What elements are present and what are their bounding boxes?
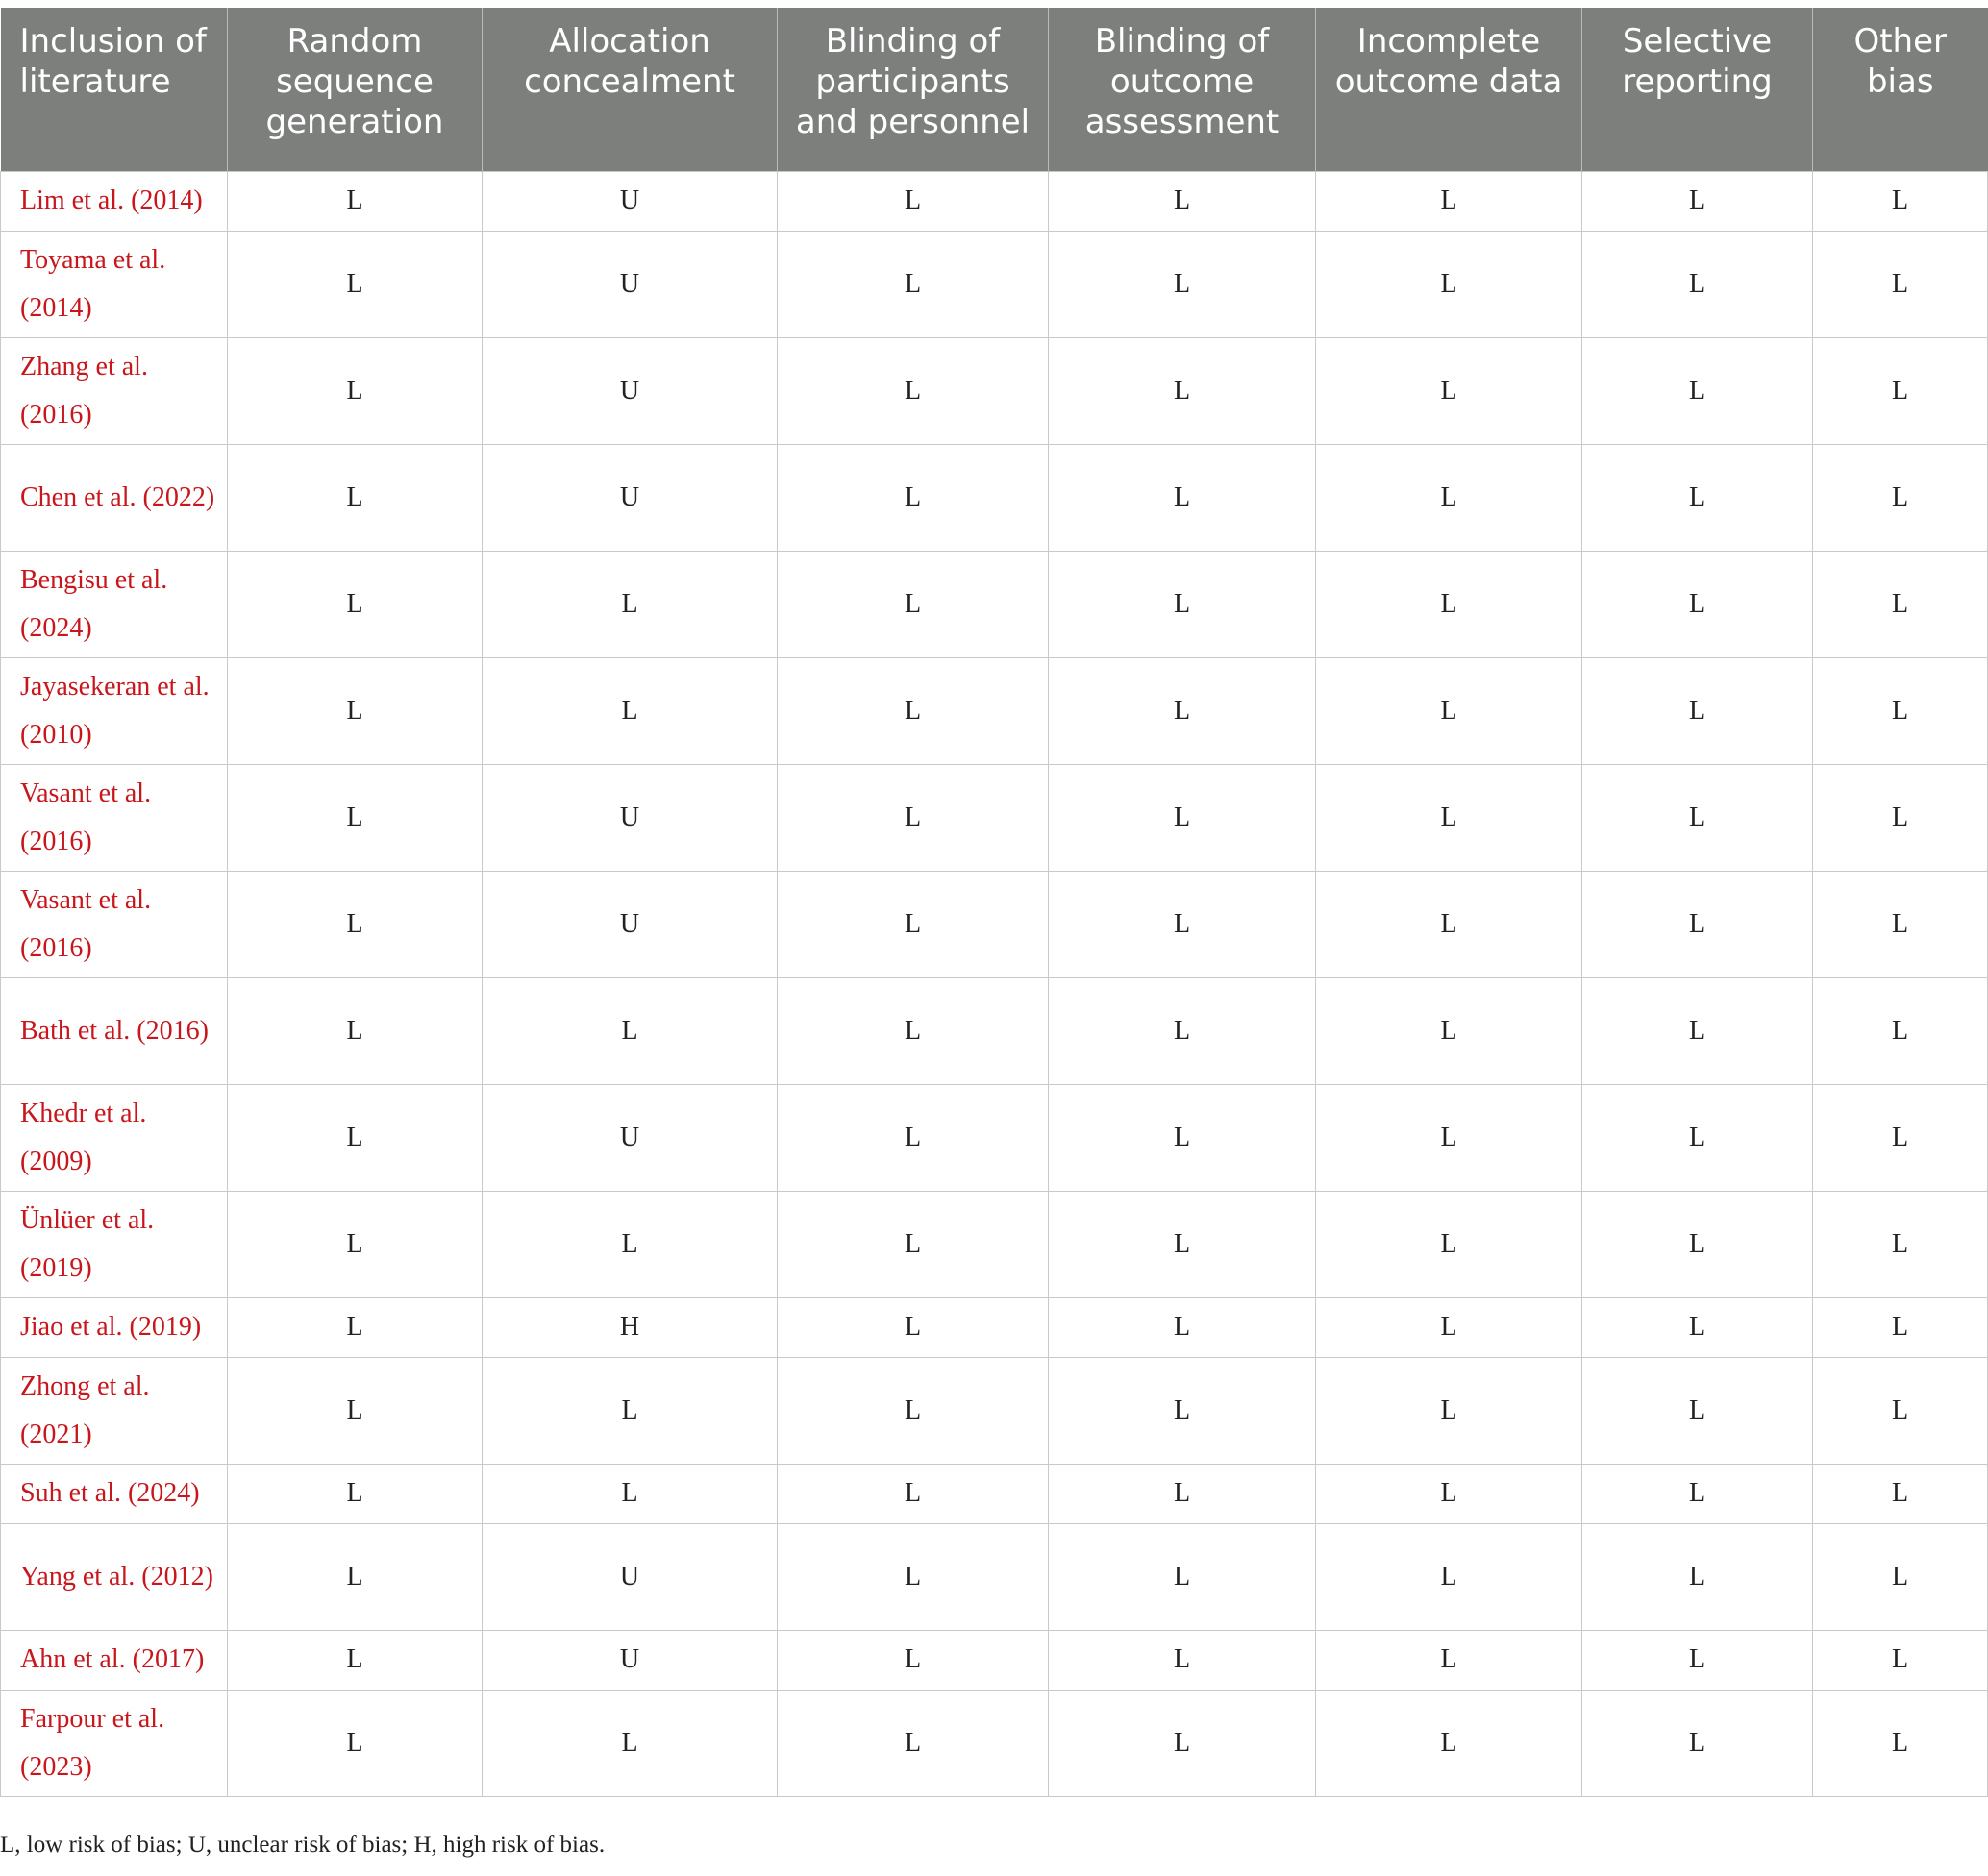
risk-rating-cell: L bbox=[483, 1464, 778, 1523]
risk-rating-cell: L bbox=[1049, 231, 1316, 337]
header-other-bias: Other bias bbox=[1813, 8, 1988, 171]
risk-rating-cell: L bbox=[483, 1191, 778, 1297]
risk-rating-cell: L bbox=[1813, 1297, 1988, 1357]
risk-rating-cell: U bbox=[483, 337, 778, 444]
risk-rating-cell: U bbox=[483, 764, 778, 871]
risk-rating-cell: L bbox=[483, 551, 778, 657]
risk-rating-cell: L bbox=[483, 1357, 778, 1464]
header-blinding-outcome-assessment: Blinding of outcome assessment bbox=[1049, 8, 1316, 171]
risk-rating-cell: L bbox=[1049, 337, 1316, 444]
risk-rating-cell: L bbox=[778, 1191, 1049, 1297]
table-footnote: L, low risk of bias; U, unclear risk of bias; H, high risk of bias. bbox=[0, 1832, 606, 1858]
risk-rating-cell: L bbox=[1582, 231, 1813, 337]
risk-rating-cell: L bbox=[778, 1523, 1049, 1630]
risk-rating-cell: L bbox=[1316, 1690, 1582, 1796]
risk-rating-cell: L bbox=[1316, 337, 1582, 444]
risk-rating-cell: L bbox=[1582, 657, 1813, 764]
table-row bbox=[1, 1690, 1988, 1796]
table-row bbox=[1, 764, 1988, 871]
risk-rating-cell: L bbox=[1049, 1191, 1316, 1297]
risk-rating-cell: L bbox=[1582, 1084, 1813, 1191]
risk-rating-cell: L bbox=[1582, 977, 1813, 1084]
risk-rating-cell: U bbox=[483, 1630, 778, 1690]
risk-rating-cell: L bbox=[1316, 231, 1582, 337]
risk-rating-cell: L bbox=[1582, 337, 1813, 444]
study-citation-link[interactable]: Ahn et al. (2017) bbox=[1, 1630, 228, 1690]
risk-rating-cell: L bbox=[228, 1464, 483, 1523]
risk-rating-cell: L bbox=[1316, 1084, 1582, 1191]
risk-rating-cell: L bbox=[228, 551, 483, 657]
study-citation-link[interactable]: Zhong et al. (2021) bbox=[1, 1357, 228, 1464]
risk-rating-cell: L bbox=[1813, 1191, 1988, 1297]
risk-rating-cell: L bbox=[1813, 231, 1988, 337]
risk-rating-cell: L bbox=[228, 1297, 483, 1357]
risk-rating-cell: L bbox=[778, 337, 1049, 444]
risk-rating-cell: L bbox=[1813, 444, 1988, 551]
risk-rating-cell: L bbox=[1813, 1464, 1988, 1523]
risk-rating-cell: L bbox=[1316, 871, 1582, 977]
risk-rating-cell: L bbox=[1049, 871, 1316, 977]
risk-rating-cell: L bbox=[1049, 1084, 1316, 1191]
header-blinding-participants-personnel: Blinding of participants and personnel bbox=[778, 8, 1049, 171]
risk-rating-cell: L bbox=[1582, 1630, 1813, 1690]
risk-rating-cell: L bbox=[1582, 871, 1813, 977]
risk-of-bias-table bbox=[0, 8, 1988, 1797]
risk-rating-cell: L bbox=[228, 337, 483, 444]
risk-rating-cell: L bbox=[778, 1357, 1049, 1464]
study-citation-link[interactable]: Yang et al. (2012) bbox=[1, 1523, 228, 1630]
study-citation-link[interactable]: Suh et al. (2024) bbox=[1, 1464, 228, 1523]
risk-rating-cell: L bbox=[1316, 977, 1582, 1084]
risk-rating-cell: L bbox=[228, 444, 483, 551]
risk-rating-cell: L bbox=[1049, 171, 1316, 231]
risk-rating-cell: L bbox=[1316, 657, 1582, 764]
risk-rating-cell: L bbox=[1049, 444, 1316, 551]
risk-rating-cell: L bbox=[778, 1464, 1049, 1523]
risk-rating-cell: L bbox=[228, 1084, 483, 1191]
study-citation-link[interactable]: Bath et al. (2016) bbox=[1, 977, 228, 1084]
table-body bbox=[1, 171, 1988, 1796]
risk-rating-cell: L bbox=[1316, 444, 1582, 551]
risk-rating-cell: H bbox=[483, 1297, 778, 1357]
study-citation-link[interactable]: Farpour et al. (2023) bbox=[1, 1690, 228, 1796]
risk-rating-cell: L bbox=[1316, 171, 1582, 231]
risk-rating-cell: U bbox=[483, 1084, 778, 1191]
table-row bbox=[1, 1630, 1988, 1690]
risk-of-bias-table-container bbox=[0, 8, 1988, 1797]
study-citation-link[interactable]: Vasant et al. (2016) bbox=[1, 764, 228, 871]
risk-rating-cell: U bbox=[483, 231, 778, 337]
risk-rating-cell: L bbox=[1049, 657, 1316, 764]
table-row bbox=[1, 171, 1988, 231]
risk-rating-cell: L bbox=[1316, 1464, 1582, 1523]
risk-rating-cell: L bbox=[778, 1084, 1049, 1191]
study-citation-link[interactable]: Khedr et al. (2009) bbox=[1, 1084, 228, 1191]
header-selective-reporting: Selective reporting bbox=[1582, 8, 1813, 171]
table-row bbox=[1, 337, 1988, 444]
risk-rating-cell: L bbox=[228, 764, 483, 871]
risk-rating-cell: L bbox=[1049, 1357, 1316, 1464]
risk-rating-cell: L bbox=[1813, 171, 1988, 231]
table-row bbox=[1, 1523, 1988, 1630]
risk-rating-cell: L bbox=[778, 1297, 1049, 1357]
study-citation-link[interactable]: Lim et al. (2014) bbox=[1, 171, 228, 231]
header-allocation-concealment: Allocation concealment bbox=[483, 8, 778, 171]
risk-rating-cell: L bbox=[1582, 444, 1813, 551]
table-header-row bbox=[1, 8, 1988, 171]
risk-rating-cell: L bbox=[1813, 764, 1988, 871]
risk-rating-cell: L bbox=[1049, 1690, 1316, 1796]
risk-rating-cell: L bbox=[1813, 551, 1988, 657]
risk-rating-cell: L bbox=[1813, 657, 1988, 764]
risk-rating-cell: L bbox=[1316, 1630, 1582, 1690]
risk-rating-cell: U bbox=[483, 1523, 778, 1630]
risk-rating-cell: L bbox=[228, 1357, 483, 1464]
risk-rating-cell: L bbox=[1316, 551, 1582, 657]
header-random-sequence-generation: Random sequence generation bbox=[228, 8, 483, 171]
risk-rating-cell: L bbox=[1316, 1523, 1582, 1630]
risk-rating-cell: L bbox=[1049, 1523, 1316, 1630]
risk-rating-cell: L bbox=[778, 171, 1049, 231]
risk-rating-cell: L bbox=[1813, 1357, 1988, 1464]
study-citation-link[interactable]: Chen et al. (2022) bbox=[1, 444, 228, 551]
risk-rating-cell: L bbox=[1582, 1464, 1813, 1523]
study-citation-link[interactable]: Zhang et al. (2016) bbox=[1, 337, 228, 444]
risk-rating-cell: L bbox=[228, 231, 483, 337]
risk-rating-cell: L bbox=[778, 764, 1049, 871]
risk-rating-cell: L bbox=[228, 1523, 483, 1630]
risk-rating-cell: L bbox=[228, 171, 483, 231]
table-row bbox=[1, 1084, 1988, 1191]
table-row bbox=[1, 1191, 1988, 1297]
risk-rating-cell: L bbox=[1582, 1523, 1813, 1630]
table-row bbox=[1, 444, 1988, 551]
risk-rating-cell: L bbox=[778, 231, 1049, 337]
risk-rating-cell: L bbox=[228, 657, 483, 764]
risk-rating-cell: L bbox=[1049, 551, 1316, 657]
risk-rating-cell: L bbox=[1582, 764, 1813, 871]
risk-rating-cell: L bbox=[778, 657, 1049, 764]
risk-rating-cell: L bbox=[1049, 977, 1316, 1084]
risk-rating-cell: L bbox=[778, 871, 1049, 977]
risk-rating-cell: L bbox=[228, 1690, 483, 1796]
risk-rating-cell: L bbox=[1582, 171, 1813, 231]
study-citation-link[interactable]: Bengisu et al. (2024) bbox=[1, 551, 228, 657]
risk-rating-cell: L bbox=[228, 977, 483, 1084]
header-incomplete-outcome-data: Incomplete outcome data bbox=[1316, 8, 1582, 171]
risk-rating-cell: L bbox=[1316, 1297, 1582, 1357]
risk-rating-cell: L bbox=[1316, 1357, 1582, 1464]
risk-rating-cell: L bbox=[1049, 1297, 1316, 1357]
risk-rating-cell: U bbox=[483, 871, 778, 977]
table-row bbox=[1, 871, 1988, 977]
risk-rating-cell: L bbox=[483, 657, 778, 764]
risk-rating-cell: L bbox=[1582, 551, 1813, 657]
risk-rating-cell: L bbox=[778, 444, 1049, 551]
risk-rating-cell: U bbox=[483, 171, 778, 231]
table-row bbox=[1, 1357, 1988, 1464]
table-row bbox=[1, 1297, 1988, 1357]
risk-rating-cell: L bbox=[1813, 871, 1988, 977]
header-inclusion-of-literature: Inclusion of literature bbox=[1, 8, 228, 171]
risk-rating-cell: L bbox=[1582, 1191, 1813, 1297]
risk-rating-cell: L bbox=[778, 1630, 1049, 1690]
risk-rating-cell: L bbox=[1813, 977, 1988, 1084]
risk-rating-cell: L bbox=[778, 1690, 1049, 1796]
risk-rating-cell: L bbox=[1813, 1690, 1988, 1796]
risk-rating-cell: L bbox=[228, 1191, 483, 1297]
risk-rating-cell: L bbox=[228, 1630, 483, 1690]
study-citation-link[interactable]: Jayasekeran et al. (2010) bbox=[1, 657, 228, 764]
table-row bbox=[1, 231, 1988, 337]
risk-rating-cell: L bbox=[1582, 1297, 1813, 1357]
risk-rating-cell: L bbox=[1049, 1630, 1316, 1690]
risk-rating-cell: L bbox=[1316, 1191, 1582, 1297]
risk-rating-cell: L bbox=[228, 871, 483, 977]
table-row bbox=[1, 977, 1988, 1084]
risk-rating-cell: L bbox=[778, 551, 1049, 657]
risk-rating-cell: U bbox=[483, 444, 778, 551]
table-row bbox=[1, 657, 1988, 764]
table-row bbox=[1, 1464, 1988, 1523]
risk-rating-cell: L bbox=[1813, 337, 1988, 444]
study-citation-link[interactable]: Ünlüer et al. (2019) bbox=[1, 1191, 228, 1297]
risk-rating-cell: L bbox=[1582, 1357, 1813, 1464]
risk-rating-cell: L bbox=[778, 977, 1049, 1084]
risk-rating-cell: L bbox=[483, 977, 778, 1084]
risk-rating-cell: L bbox=[1049, 1464, 1316, 1523]
study-citation-link[interactable]: Jiao et al. (2019) bbox=[1, 1297, 228, 1357]
risk-rating-cell: L bbox=[1813, 1523, 1988, 1630]
risk-rating-cell: L bbox=[1813, 1630, 1988, 1690]
study-citation-link[interactable]: Toyama et al. (2014) bbox=[1, 231, 228, 337]
table-row bbox=[1, 551, 1988, 657]
risk-rating-cell: L bbox=[483, 1690, 778, 1796]
risk-rating-cell: L bbox=[1813, 1084, 1988, 1191]
study-citation-link[interactable]: Vasant et al. (2016) bbox=[1, 871, 228, 977]
risk-rating-cell: L bbox=[1049, 764, 1316, 871]
risk-rating-cell: L bbox=[1316, 764, 1582, 871]
risk-rating-cell: L bbox=[1582, 1690, 1813, 1796]
